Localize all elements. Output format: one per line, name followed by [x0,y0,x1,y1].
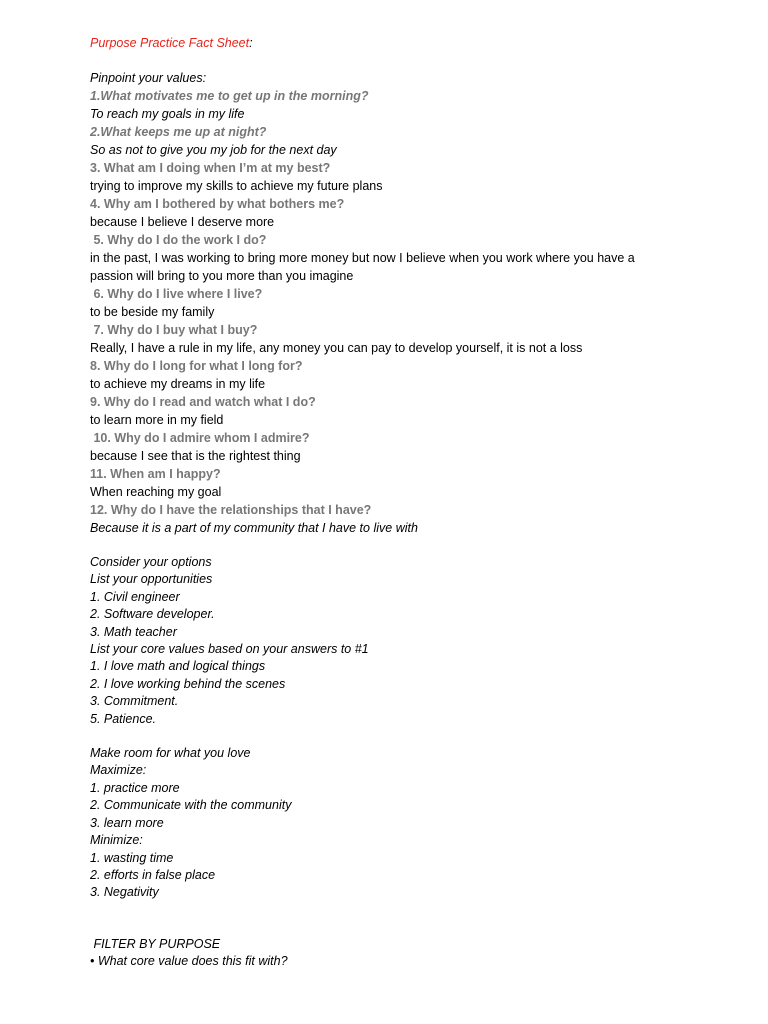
answer-7: Really, I have a rule in my life, any money you can pay to develop yourself, it is not a loss [90,341,583,355]
core-values-label: List your core values based on your answers to #1 [90,642,369,657]
maximize-item: 3. learn more [90,815,164,830]
document-title: Purpose Practice Fact Sheet: [90,36,253,50]
answer-8: to achieve my dreams in my life [90,377,266,391]
spacer [90,728,750,745]
answer-6: to be beside my family [90,305,215,319]
section-heading-make-room: Make room for what you love [90,746,251,761]
question-1: 1.What motivates me to get up in the morning? [90,89,369,103]
minimize-item: 1. wasting time [90,850,174,865]
answer-3: trying to improve my skills to achieve my future plans [90,179,383,193]
section-heading-pinpoint-values: Pinpoint your values: [90,71,207,85]
answer-10: because I see that is the rightest thing [90,449,301,463]
question-8: 8. Why do I long for what I long for? [90,359,303,373]
core-value-item: 1. I love math and logical things [90,659,266,674]
question-10: 10. Why do I admire whom I admire? [90,431,310,445]
maximize-item: 1. practice more [90,780,180,795]
section-heading-filter-by-purpose: FILTER BY PURPOSE [90,936,221,951]
spacer [90,902,750,936]
document-page [90,34,750,971]
opportunity-item: 2. Software developer. [90,607,215,622]
question-4: 4. Why am I bothered by what bothers me? [90,197,345,211]
section-heading-consider-options: Consider your options [90,555,212,569]
minimize-label: Minimize: [90,833,143,848]
bullet-item: • What core value does this fit with? [90,954,288,969]
question-9: 9. Why do I read and watch what I do? [90,395,316,409]
answer-9: to learn more in my field [90,413,224,427]
answer-12: Because it is a part of my community that I have to live with [90,521,418,535]
core-value-item: 3. Commitment. [90,694,179,709]
maximize-label: Maximize: [90,763,147,778]
question-7: 7. Why do I buy what I buy? [90,323,258,337]
core-value-item: 5. Patience. [90,711,157,726]
question-2: 2.What keeps me up at night? [90,125,267,139]
minimize-item: 2. efforts in false place [90,867,216,882]
answer-2: So as not to give you my job for the next day [90,143,337,157]
core-value-item: 2. I love working behind the scenes [90,676,286,691]
maximize-item: 2. Communicate with the community [90,798,292,813]
question-3: 3. What am I doing when I’m at my best? [90,161,331,175]
spacer [90,537,750,554]
question-6: 6. Why do I live where I live? [90,287,263,301]
question-12: 12. Why do I have the relationships that I have? [90,503,372,517]
spacer [90,52,750,69]
opportunity-item: 1. Civil engineer [90,589,180,604]
question-11: 11. When am I happy? [90,467,221,481]
opportunities-label: List your opportunities [90,572,213,587]
answer-1: To reach my goals in my life [90,107,245,121]
answer-4: because I believe I deserve more [90,215,275,229]
question-5: 5. Why do I do the work I do? [90,233,267,247]
answer-5: in the past, I was working to bring more money but now I believe when you work where you have a passion will bring to you more than you imagine [90,251,635,283]
opportunity-item: 3. Math teacher [90,624,177,639]
minimize-item: 3. Negativity [90,885,159,900]
answer-11: When reaching my goal [90,485,222,499]
